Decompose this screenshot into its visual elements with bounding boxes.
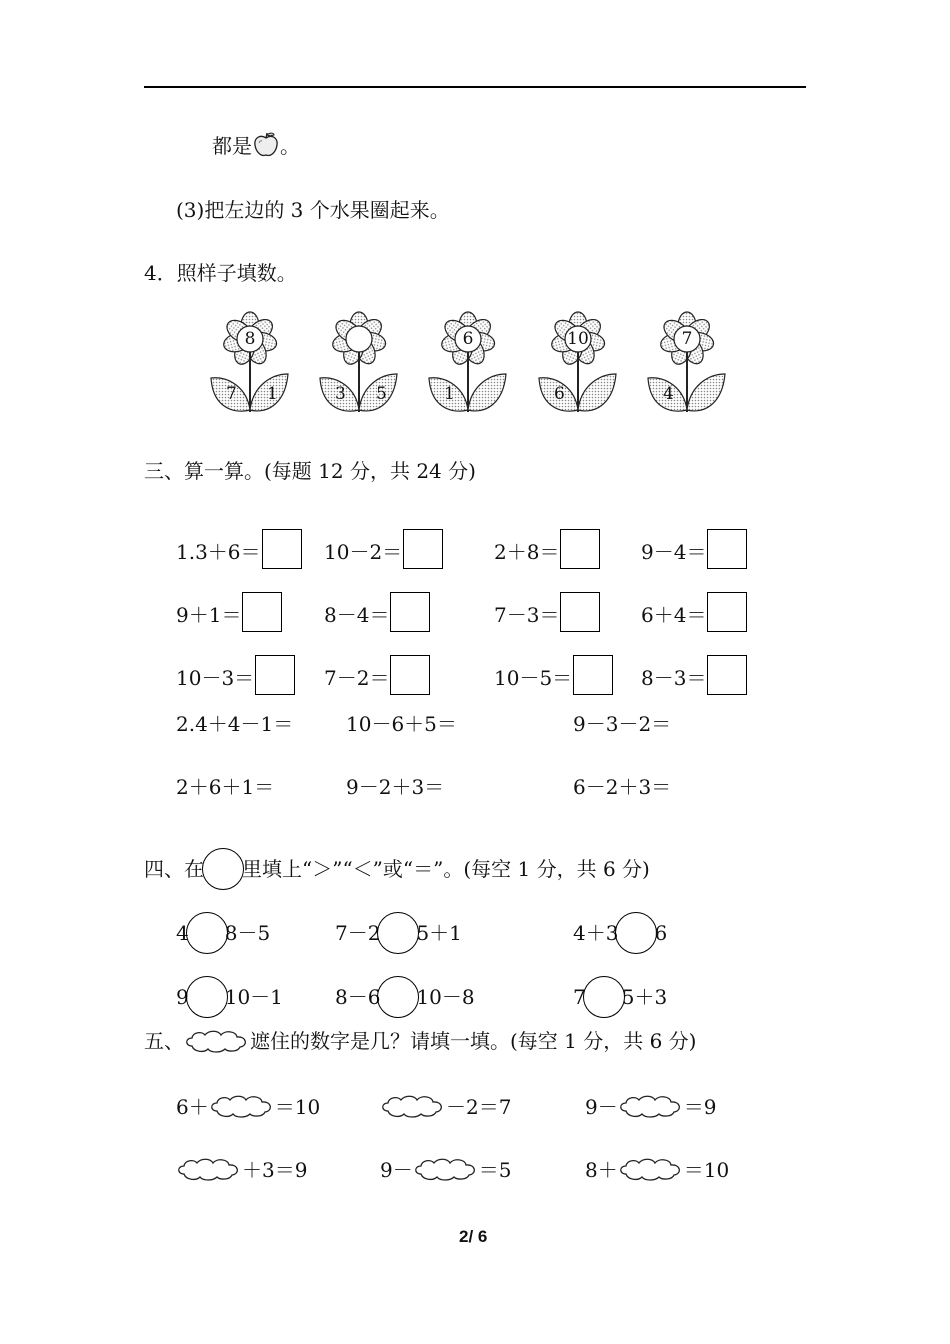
cloud-equation-right: －2＝7 xyxy=(446,1095,512,1119)
equation-text: 10－3＝ xyxy=(176,666,255,690)
comparison-right: 6 xyxy=(654,921,668,945)
answer-box[interactable] xyxy=(403,529,443,569)
equation xyxy=(641,592,747,632)
flower-left-number: 4 xyxy=(663,384,674,404)
cloud-icon xyxy=(618,1155,684,1186)
flower-icon xyxy=(537,306,619,416)
comparison-right: 10－8 xyxy=(416,985,475,1009)
section5-title-post: 遮住的数字是几？请填一填。(每空 1 分，共 6 分) xyxy=(250,1029,697,1053)
section3-title: 三、算一算。(每题 12 分，共 24 分) xyxy=(144,459,476,483)
equation xyxy=(494,655,613,695)
section4-title-pre: 四、在 xyxy=(144,857,204,881)
flower-icon xyxy=(318,306,400,416)
flower-left-number: 6 xyxy=(554,384,565,404)
equation-text: 8－4＝ xyxy=(324,603,390,627)
flower-top-number: 7 xyxy=(681,329,693,349)
answer-circle[interactable] xyxy=(377,976,419,1018)
circle-icon xyxy=(202,848,244,890)
answer-box[interactable] xyxy=(560,529,600,569)
equation-text: 1.3＋6＝ xyxy=(176,540,261,564)
cloud-equation-right: ＝10 xyxy=(274,1095,321,1119)
flower-top-number: 6 xyxy=(462,329,474,349)
cloud-equation xyxy=(585,1155,729,1186)
comparison-left: 4＋3 xyxy=(573,921,619,945)
answer-box[interactable] xyxy=(262,529,302,569)
equation: 9－3－2＝ xyxy=(573,712,672,736)
equation-text: 9－4＝ xyxy=(641,540,707,564)
comparison-left: 9 xyxy=(176,985,189,1009)
cloud-equation xyxy=(176,1092,320,1123)
cloud-equation-right: ＝5 xyxy=(478,1158,512,1182)
cloud-equation-right: ＋3＝9 xyxy=(242,1158,308,1182)
flower-top-number: 10 xyxy=(567,329,589,349)
equation xyxy=(176,655,295,695)
equation xyxy=(324,655,430,695)
comparison xyxy=(176,912,270,954)
flower-icon xyxy=(209,306,291,416)
cloud-equation-left: 8＋ xyxy=(585,1158,618,1182)
answer-circle[interactable] xyxy=(186,976,228,1018)
equation-text: 2＋8＝ xyxy=(494,540,560,564)
flower-right-number: 1 xyxy=(267,384,278,404)
q3-line-1 xyxy=(212,132,300,161)
equation-text: 10－2＝ xyxy=(324,540,403,564)
comparison-right: 5＋3 xyxy=(621,985,668,1009)
equation-text: 7－2＝ xyxy=(324,666,390,690)
equation-text: 6＋4＝ xyxy=(641,603,707,627)
answer-circle[interactable] xyxy=(377,912,419,954)
equation-text: 7－3＝ xyxy=(494,603,560,627)
flower xyxy=(427,306,509,416)
cloud-equation xyxy=(585,1092,716,1123)
cloud-equation-left: 9－ xyxy=(380,1158,413,1182)
apple-icon xyxy=(252,132,280,161)
equation xyxy=(176,592,282,632)
flower-left-number: 3 xyxy=(335,384,346,404)
section4-title xyxy=(144,848,650,890)
section4-title-post: 里填上“＞”“＜”或“＝”。(每空 1 分，共 6 分) xyxy=(242,857,650,881)
equation xyxy=(494,529,600,569)
equation: 2＋6＋1＝ xyxy=(176,775,275,799)
comparison xyxy=(335,912,462,954)
comparison xyxy=(176,976,283,1018)
equation-text: 10－5＝ xyxy=(494,666,573,690)
comparison xyxy=(573,976,667,1018)
header-rule xyxy=(144,86,806,88)
cloud-icon xyxy=(413,1155,479,1186)
answer-box[interactable] xyxy=(390,592,430,632)
flower-icon xyxy=(646,306,728,416)
cloud-equation-right: ＝9 xyxy=(683,1095,717,1119)
cloud-equation-right: ＝10 xyxy=(683,1158,730,1182)
cloud-equation xyxy=(176,1155,307,1186)
section5-title-pre: 五、 xyxy=(144,1029,184,1053)
q3-line-1-text: 都是 xyxy=(212,134,252,158)
comparison-left: 4 xyxy=(176,921,189,945)
cloud-icon xyxy=(380,1092,446,1123)
comparison-right: 10－1 xyxy=(224,985,283,1009)
cloud-equation-left: 6＋ xyxy=(176,1095,209,1119)
equation: 2.4＋4－1＝ xyxy=(176,712,294,736)
comparison-right: 5＋1 xyxy=(416,921,462,945)
equation: 6－2＋3＝ xyxy=(573,775,672,799)
answer-box[interactable] xyxy=(573,655,613,695)
flower xyxy=(318,306,400,416)
flower xyxy=(537,306,619,416)
equation-text: 8－3＝ xyxy=(641,666,707,690)
cloud-icon xyxy=(209,1092,275,1123)
answer-box[interactable] xyxy=(707,529,747,569)
comparison xyxy=(573,912,667,954)
equation xyxy=(641,655,747,695)
comparison xyxy=(335,976,475,1018)
answer-box[interactable] xyxy=(242,592,282,632)
equation-text: 9＋1＝ xyxy=(176,603,242,627)
q3-line-2: (3)把左边的 3 个水果圈起来。 xyxy=(176,198,450,222)
answer-box[interactable] xyxy=(707,592,747,632)
answer-circle[interactable] xyxy=(583,976,625,1018)
comparison-left: 7 xyxy=(573,985,586,1009)
answer-box[interactable] xyxy=(255,655,295,695)
cloud-equation xyxy=(380,1092,511,1123)
equation: 10－6＋5＝ xyxy=(346,712,457,736)
flower-left-number: 7 xyxy=(226,384,237,404)
cloud-equation-left: 9－ xyxy=(585,1095,618,1119)
cloud-icon xyxy=(184,1028,250,1057)
answer-box[interactable] xyxy=(707,655,747,695)
equation xyxy=(324,592,430,632)
equation: 9－2＋3＝ xyxy=(346,775,445,799)
cloud-equation xyxy=(380,1155,511,1186)
flower-top-number: 8 xyxy=(244,329,256,349)
answer-box[interactable] xyxy=(560,592,600,632)
equation xyxy=(176,529,302,569)
flower-icon xyxy=(427,306,509,416)
page-number: 2/ 6 xyxy=(459,1227,488,1246)
flower xyxy=(209,306,291,416)
comparison-right: 8－5 xyxy=(224,921,271,945)
equation xyxy=(324,529,443,569)
flower xyxy=(646,306,728,416)
q3-line-1-end: 。 xyxy=(280,134,300,158)
answer-circle[interactable] xyxy=(186,912,228,954)
answer-circle[interactable] xyxy=(615,912,657,954)
equation xyxy=(494,592,600,632)
q4-title: 4．照样子填数。 xyxy=(144,261,297,285)
answer-box[interactable] xyxy=(390,655,430,695)
cloud-icon xyxy=(176,1155,242,1186)
flower-left-number: 1 xyxy=(444,384,455,404)
cloud-icon xyxy=(618,1092,684,1123)
section5-title xyxy=(144,1028,696,1057)
comparison-left: 8－6 xyxy=(335,985,381,1009)
comparison-left: 7－2 xyxy=(335,921,381,945)
flower-right-number: 5 xyxy=(376,384,387,404)
equation xyxy=(641,529,747,569)
